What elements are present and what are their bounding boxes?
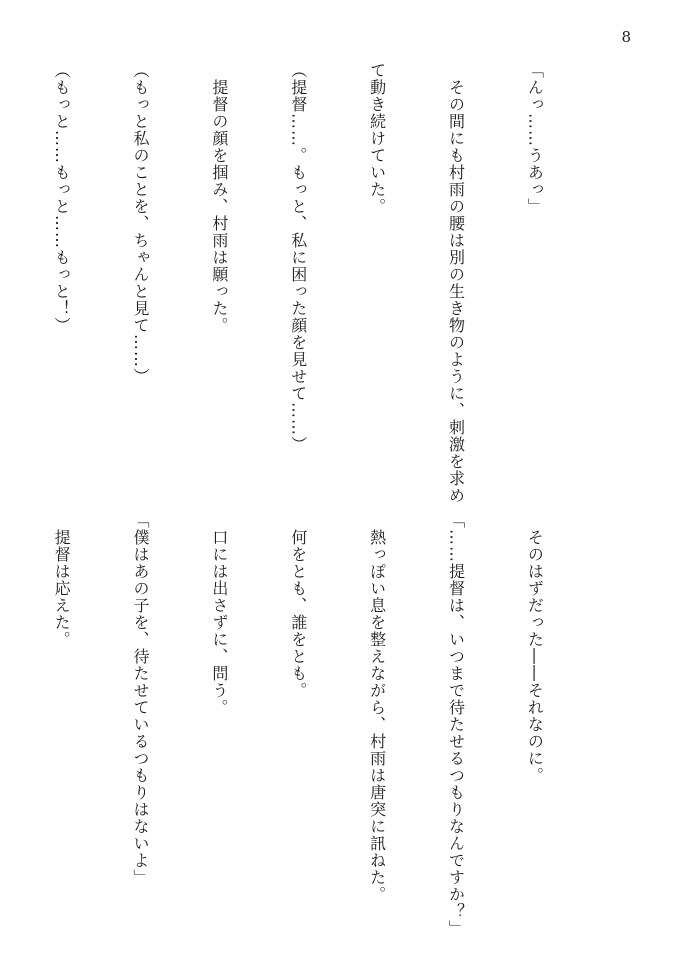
text-line: 口には出さずに、問う。 [209, 512, 229, 716]
text-line: 「んっ……うあっ」 [525, 62, 545, 215]
text-line: 提督の顔を掴み、村雨は願った。 [209, 62, 229, 334]
text-line: 提督は応えた。 [52, 512, 72, 648]
lower-text-block [0, 512, 600, 937]
text-line: 「僕はあの子を、待たせているつもりはないよ」 [130, 512, 150, 886]
upper-text-block [0, 62, 600, 504]
text-line: て動き続けていた。 [367, 62, 387, 215]
text-line: そのはずだった――それなのに。 [525, 512, 545, 784]
text-line: （もっと……もっと……もっと！） [52, 62, 72, 334]
text-line: その間にも村雨の腰は別の生き物のように、刺激を求め [446, 62, 466, 504]
text-line: 「……提督は、いつまで待たせるつもりなんですか？」 [446, 512, 466, 937]
text-line: （提督……。もっと、私に困った顔を見せて……） [288, 62, 308, 453]
page-number: 8 [621, 28, 631, 46]
text-line: 熱っぽい息を整えながら、村雨は唐突に訊ねた。 [367, 512, 387, 903]
text-line: 何をとも、誰をとも。 [288, 512, 308, 699]
text-line: （もっと私のことを、ちゃんと見て……） [130, 62, 150, 385]
